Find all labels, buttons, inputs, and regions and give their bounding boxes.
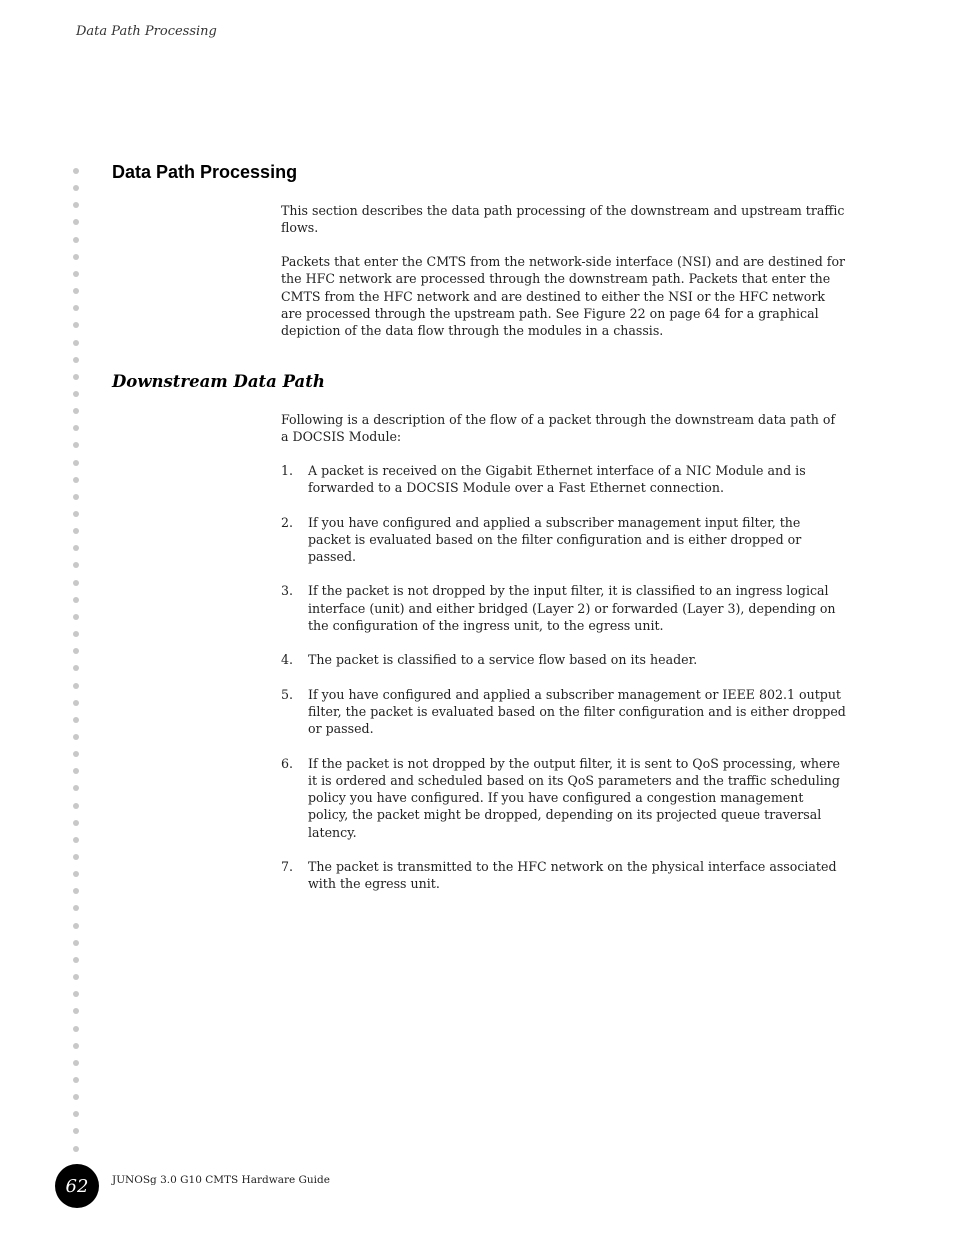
margin-dot <box>73 1060 79 1066</box>
list-item-number: 4. <box>281 652 294 668</box>
margin-dot <box>73 820 79 826</box>
margin-dot <box>73 768 79 774</box>
margin-dot <box>73 717 79 723</box>
list-item-text: The packet is classified to a service flow based on its header. <box>308 652 698 668</box>
margin-dot <box>73 391 79 397</box>
list-item-text: If the packet is not dropped by the input filter, it is classified to an ingress logical interface (unit) and either bridged (Layer 2) or forwarded (Layer 3), depending on the configuration of the ingress unit, to the egress unit. <box>308 583 836 634</box>
margin-dot <box>73 991 79 997</box>
margin-dot <box>73 442 79 448</box>
margin-dot <box>73 1128 79 1134</box>
margin-dot <box>73 254 79 260</box>
downstream-steps-list <box>281 462 846 910</box>
margin-dot <box>73 665 79 671</box>
margin-dot <box>73 597 79 603</box>
margin-dot <box>73 683 79 689</box>
margin-dot <box>73 305 79 311</box>
margin-dot <box>73 1094 79 1100</box>
list-item <box>281 462 846 497</box>
margin-dot <box>73 1077 79 1083</box>
margin-dot <box>73 648 79 654</box>
running-header: Data Path Processing <box>76 24 217 39</box>
margin-dot <box>73 202 79 208</box>
margin-dot <box>73 340 79 346</box>
margin-dot <box>73 528 79 534</box>
list-item-text: If you have configured and applied a subscriber management input filter, the packet is evaluated based on the filter configuration and is either dropped or passed. <box>308 514 802 565</box>
margin-dot <box>73 888 79 894</box>
margin-dot <box>73 631 79 637</box>
list-item <box>281 514 846 566</box>
margin-dot <box>73 957 79 963</box>
section-title: Data Path Processing <box>112 162 298 182</box>
subsection-intro-paragraph: Following is a description of the flow of a packet through the downstream data path of a DOCSIS Module: <box>281 412 836 445</box>
section-detail-paragraph: Packets that enter the CMTS from the network-side interface (NSI) and are destined for the HFC network are processed through the downstream path. Packets that enter the CMTS from the HFC network and are destined to either the NSI or the HFC network are processed through the upstream path. See Figure 22 on page 64 for a graphical depiction of the data flow through the modules in a chassis. <box>281 254 846 339</box>
margin-dot <box>73 614 79 620</box>
margin-dot <box>73 322 79 328</box>
margin-dot <box>73 460 79 466</box>
margin-dot <box>73 785 79 791</box>
section-intro-paragraph: This section describes the data path processing of the downstream and upstream traffic flows. <box>281 203 845 236</box>
margin-dot <box>73 1008 79 1014</box>
margin-dot <box>73 751 79 757</box>
margin-dot <box>73 1111 79 1117</box>
list-item <box>281 686 846 738</box>
list-item-text: If you have configured and applied a subscriber management or IEEE 802.1 output filter, the packet is evaluated based on the filter configuration and is either dropped or passed. <box>308 686 846 737</box>
margin-dot <box>73 545 79 551</box>
margin-dot <box>73 837 79 843</box>
margin-dot <box>73 168 79 174</box>
margin-dot <box>73 374 79 380</box>
list-item-number: 5. <box>281 686 294 702</box>
margin-dot <box>73 511 79 517</box>
margin-dot <box>73 562 79 568</box>
list-item-text: A packet is received on the Gigabit Ethernet interface of a NIC Module and is forwarded to a DOCSIS Module over a Fast Ethernet connection. <box>308 463 806 496</box>
subsection-title: Downstream Data Path <box>112 372 325 391</box>
margin-dot <box>73 700 79 706</box>
margin-dot <box>73 734 79 740</box>
list-item <box>281 755 846 841</box>
margin-dot <box>73 580 79 586</box>
margin-dot <box>73 185 79 191</box>
list-item-number: 1. <box>281 463 294 478</box>
margin-dot <box>73 974 79 980</box>
margin-dot <box>73 271 79 277</box>
margin-dot <box>73 905 79 911</box>
margin-dot <box>73 219 79 225</box>
list-item-number: 2. <box>281 514 294 530</box>
margin-dot <box>73 1146 79 1152</box>
list-item-number: 7. <box>281 859 294 875</box>
footer-book-title: JUNOSg 3.0 G10 CMTS Hardware Guide <box>112 1174 330 1186</box>
margin-dot <box>73 357 79 363</box>
margin-dot <box>73 854 79 860</box>
list-item-text: If the packet is not dropped by the output filter, it is sent to QoS processing, where it is ordered and scheduled based on its QoS parameters and the traffic scheduling policy you have configured. If you have configured a congestion management policy, the packet might be dropped, depending on its projected queue traversal latency. <box>308 755 840 840</box>
list-item <box>281 858 846 893</box>
margin-dot <box>73 408 79 414</box>
margin-dot <box>73 1026 79 1032</box>
margin-dot <box>73 288 79 294</box>
margin-dot <box>73 1043 79 1049</box>
margin-dot-rail <box>73 168 81 1158</box>
list-item-number: 3. <box>281 583 294 599</box>
page-number-badge: 62 <box>55 1164 99 1208</box>
list-item <box>281 582 846 634</box>
list-item <box>281 651 846 668</box>
margin-dot <box>73 237 79 243</box>
list-item-number: 6. <box>281 755 294 771</box>
margin-dot <box>73 871 79 877</box>
margin-dot <box>73 425 79 431</box>
margin-dot <box>73 494 79 500</box>
margin-dot <box>73 477 79 483</box>
list-item-text: The packet is transmitted to the HFC network on the physical interface associated with the egress unit. <box>308 859 837 892</box>
margin-dot <box>73 803 79 809</box>
margin-dot <box>73 923 79 929</box>
margin-dot <box>73 940 79 946</box>
